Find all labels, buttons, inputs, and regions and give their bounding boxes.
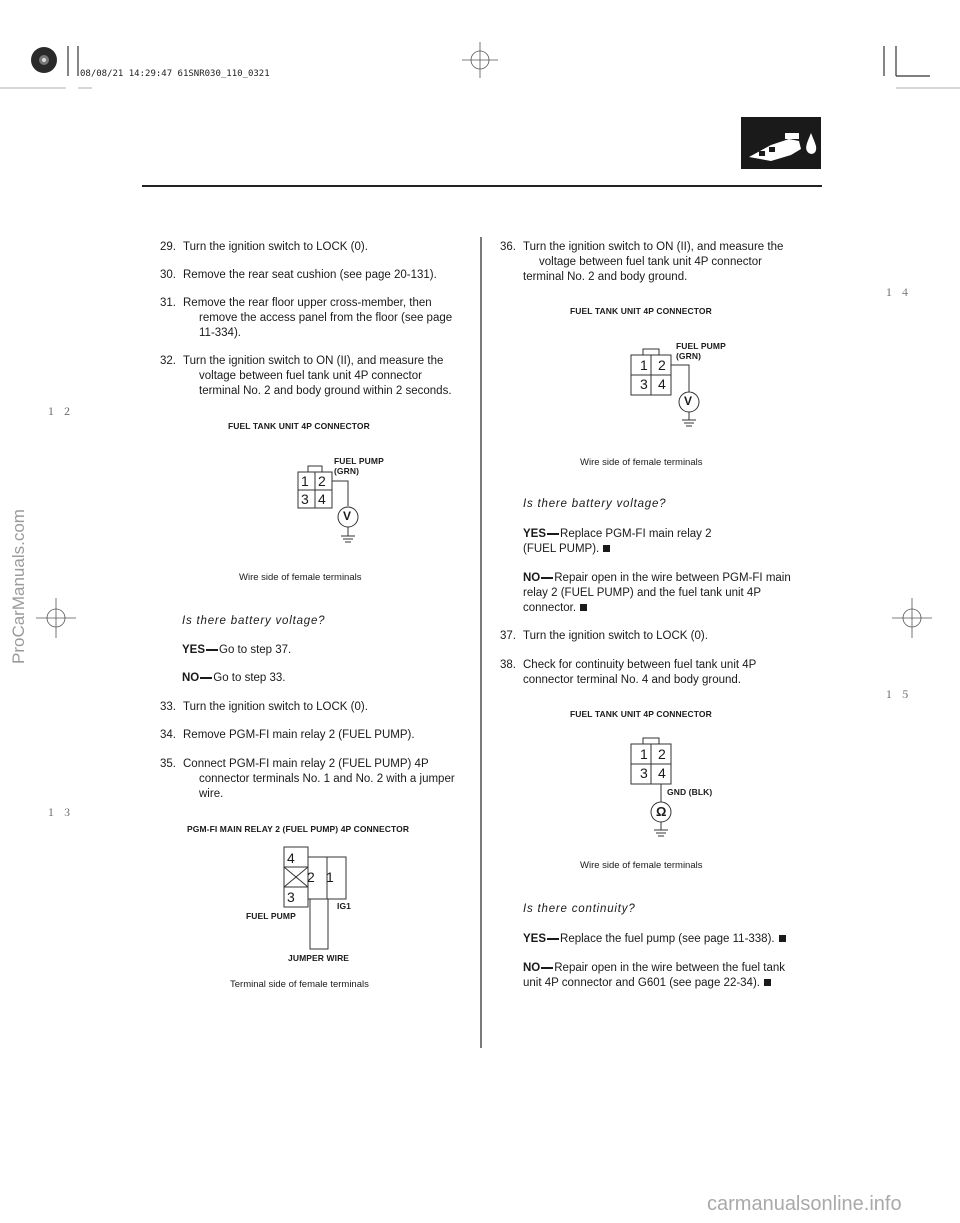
answer-text: Go to step 33. [213, 672, 286, 684]
figure-caption: PGM-FI MAIN RELAY 2 (FUEL PUMP) 4P CONNECTOR [187, 824, 410, 834]
step-text: terminal No. 2 and body ground within 2 seconds. [199, 385, 452, 397]
answer-text: connector. [523, 602, 577, 614]
answer-key: NO [523, 572, 541, 584]
step-number: 33. [160, 701, 176, 713]
terminal-3: 3 [640, 376, 648, 392]
end-mark-icon [779, 935, 786, 942]
terminal-1: 1 [640, 357, 648, 373]
side-mark-14: １４ [884, 288, 916, 299]
connector-diagram [613, 732, 733, 862]
answer-yes [523, 527, 711, 542]
step-text: connector terminal No. 4 and body ground. [523, 674, 741, 686]
figure-caption: FUEL TANK UNIT 4P CONNECTOR [228, 421, 370, 431]
figure-caption: FUEL TANK UNIT 4P CONNECTOR [570, 709, 712, 719]
answer-key: YES [182, 644, 206, 656]
dash [206, 649, 218, 650]
step-number: 31. [160, 297, 176, 309]
figure-subcaption: Terminal side of female terminals [230, 979, 369, 990]
jumper-wire-label: JUMPER WIRE [288, 953, 350, 963]
answer-text: relay 2 (FUEL PUMP) and the fuel tank unit 4P [523, 587, 761, 599]
answer-text: (FUEL PUMP). [523, 543, 600, 555]
answer-no-cont [523, 586, 761, 601]
fuel-pump-label: FUEL PUMP [246, 911, 296, 921]
figure-subcaption: Wire side of female terminals [239, 572, 362, 583]
side-mark-13: １３ [46, 808, 78, 819]
terminal-4: 4 [287, 850, 295, 866]
dash [200, 677, 212, 678]
step-text: Remove the rear seat cushion (see page 20-131). [183, 269, 437, 281]
end-mark-icon [603, 545, 610, 552]
answer-text: Go to step 37. [219, 644, 292, 656]
answer-text: Replace the fuel pump (see page 11-338). [560, 933, 775, 945]
answer-text: Replace PGM-FI main relay 2 [560, 528, 712, 540]
answer-key: NO [523, 962, 541, 974]
voltmeter-symbol: V [343, 509, 352, 523]
step-text: 11-334). [199, 327, 241, 339]
step-text: Remove PGM-FI main relay 2 (FUEL PUMP). [183, 729, 415, 741]
step-text: remove the access panel from the floor (see page [199, 312, 453, 324]
answer-yes-cont [523, 542, 610, 557]
terminal-2: 2 [318, 473, 326, 489]
answer-no-cont [523, 976, 771, 991]
answer-no [523, 571, 791, 586]
step-number: 37. [500, 630, 516, 642]
wire-label: FUEL PUMP [676, 341, 726, 351]
side-mark-15: １５ [884, 690, 916, 701]
step-number: 29. [160, 241, 176, 253]
question: Is there battery voltage? [523, 498, 667, 510]
ground-wire-label: GND (BLK) [667, 787, 713, 797]
ig1-label: IG1 [337, 901, 352, 911]
terminal-1: 1 [301, 473, 309, 489]
terminal-1: 1 [326, 869, 334, 885]
step-number: 34. [160, 729, 176, 741]
step-text: Connect PGM-FI main relay 2 (FUEL PUMP) 4P [183, 758, 429, 770]
dash [547, 938, 559, 939]
step-text: Turn the ignition switch to LOCK (0). [183, 701, 368, 713]
terminal-4: 4 [658, 765, 666, 781]
terminal-3: 3 [301, 491, 309, 507]
terminal-1: 1 [640, 746, 648, 762]
side-mark-12: １２ [46, 407, 78, 418]
answer-text: Repair open in the wire between the fuel tank [554, 962, 786, 974]
answer-no-cont [523, 601, 587, 616]
step-text: Turn the ignition switch to ON (II), and measure the [183, 355, 444, 367]
step-number: 30. [160, 269, 176, 281]
terminal-3: 3 [287, 889, 295, 905]
answer-yes [523, 932, 786, 947]
fuel-nozzle-icon [741, 117, 821, 169]
wire-label: FUEL PUMP [334, 456, 384, 466]
terminal-4: 4 [658, 376, 666, 392]
answer-text: unit 4P connector and G601 (see page 22-34). [523, 977, 760, 989]
terminal-2: 2 [658, 746, 666, 762]
dash [541, 577, 553, 578]
step-text: terminal No. 2 and body ground. [523, 271, 688, 283]
answer-yes [182, 643, 291, 658]
step-text: connector terminals No. 1 and No. 2 with a jumper [199, 773, 455, 785]
end-mark-icon [764, 979, 771, 986]
answer-key: YES [523, 528, 547, 540]
question: Is there battery voltage? [182, 615, 326, 627]
step-text: Check for continuity between fuel tank unit 4P [523, 659, 757, 671]
terminal-2: 2 [658, 357, 666, 373]
step-text: voltage between fuel tank unit 4P connector [199, 370, 422, 382]
answer-text: Repair open in the wire between PGM-FI main [554, 572, 791, 584]
figure-caption: FUEL TANK UNIT 4P CONNECTOR [570, 306, 712, 316]
question: Is there continuity? [523, 903, 636, 915]
terminal-2: 2 [307, 869, 315, 885]
dash [547, 533, 559, 534]
wire-color-label: (GRN) [676, 351, 702, 361]
connector-diagram [280, 460, 400, 560]
connector-diagram [613, 343, 733, 443]
step-number: 32. [160, 355, 176, 367]
step-text: Remove the rear floor upper cross-member, then [183, 297, 432, 309]
ohmmeter-symbol: Ω [656, 804, 667, 819]
step-number: 36. [500, 241, 516, 253]
watermark-bottom: carmanualsonline.info [707, 1193, 902, 1215]
answer-key: NO [182, 672, 200, 684]
step-text: Turn the ignition switch to LOCK (0). [183, 241, 368, 253]
figure-subcaption: Wire side of female terminals [580, 860, 703, 871]
print-stamp: 08/08/21 14:29:47 61SNR030_110_0321 [80, 69, 270, 79]
answer-key: YES [523, 933, 547, 945]
step-text: voltage between fuel tank unit 4P connector [539, 256, 762, 268]
step-text: Turn the ignition switch to LOCK (0). [523, 630, 708, 642]
voltmeter-symbol: V [684, 394, 693, 408]
end-mark-icon [580, 604, 587, 611]
wire-color-label: (GRN) [334, 466, 360, 476]
watermark-left: ProCarManuals.com [9, 509, 28, 664]
figure-subcaption: Wire side of female terminals [580, 457, 703, 468]
answer-no [182, 671, 286, 686]
step-text: wire. [199, 788, 224, 800]
step-number: 35. [160, 758, 176, 770]
step-text: Turn the ignition switch to ON (II), and measure the [523, 241, 784, 253]
dash [541, 967, 553, 968]
terminal-3: 3 [640, 765, 648, 781]
terminal-4: 4 [318, 491, 326, 507]
step-number: 38. [500, 659, 516, 671]
answer-no [523, 961, 785, 976]
